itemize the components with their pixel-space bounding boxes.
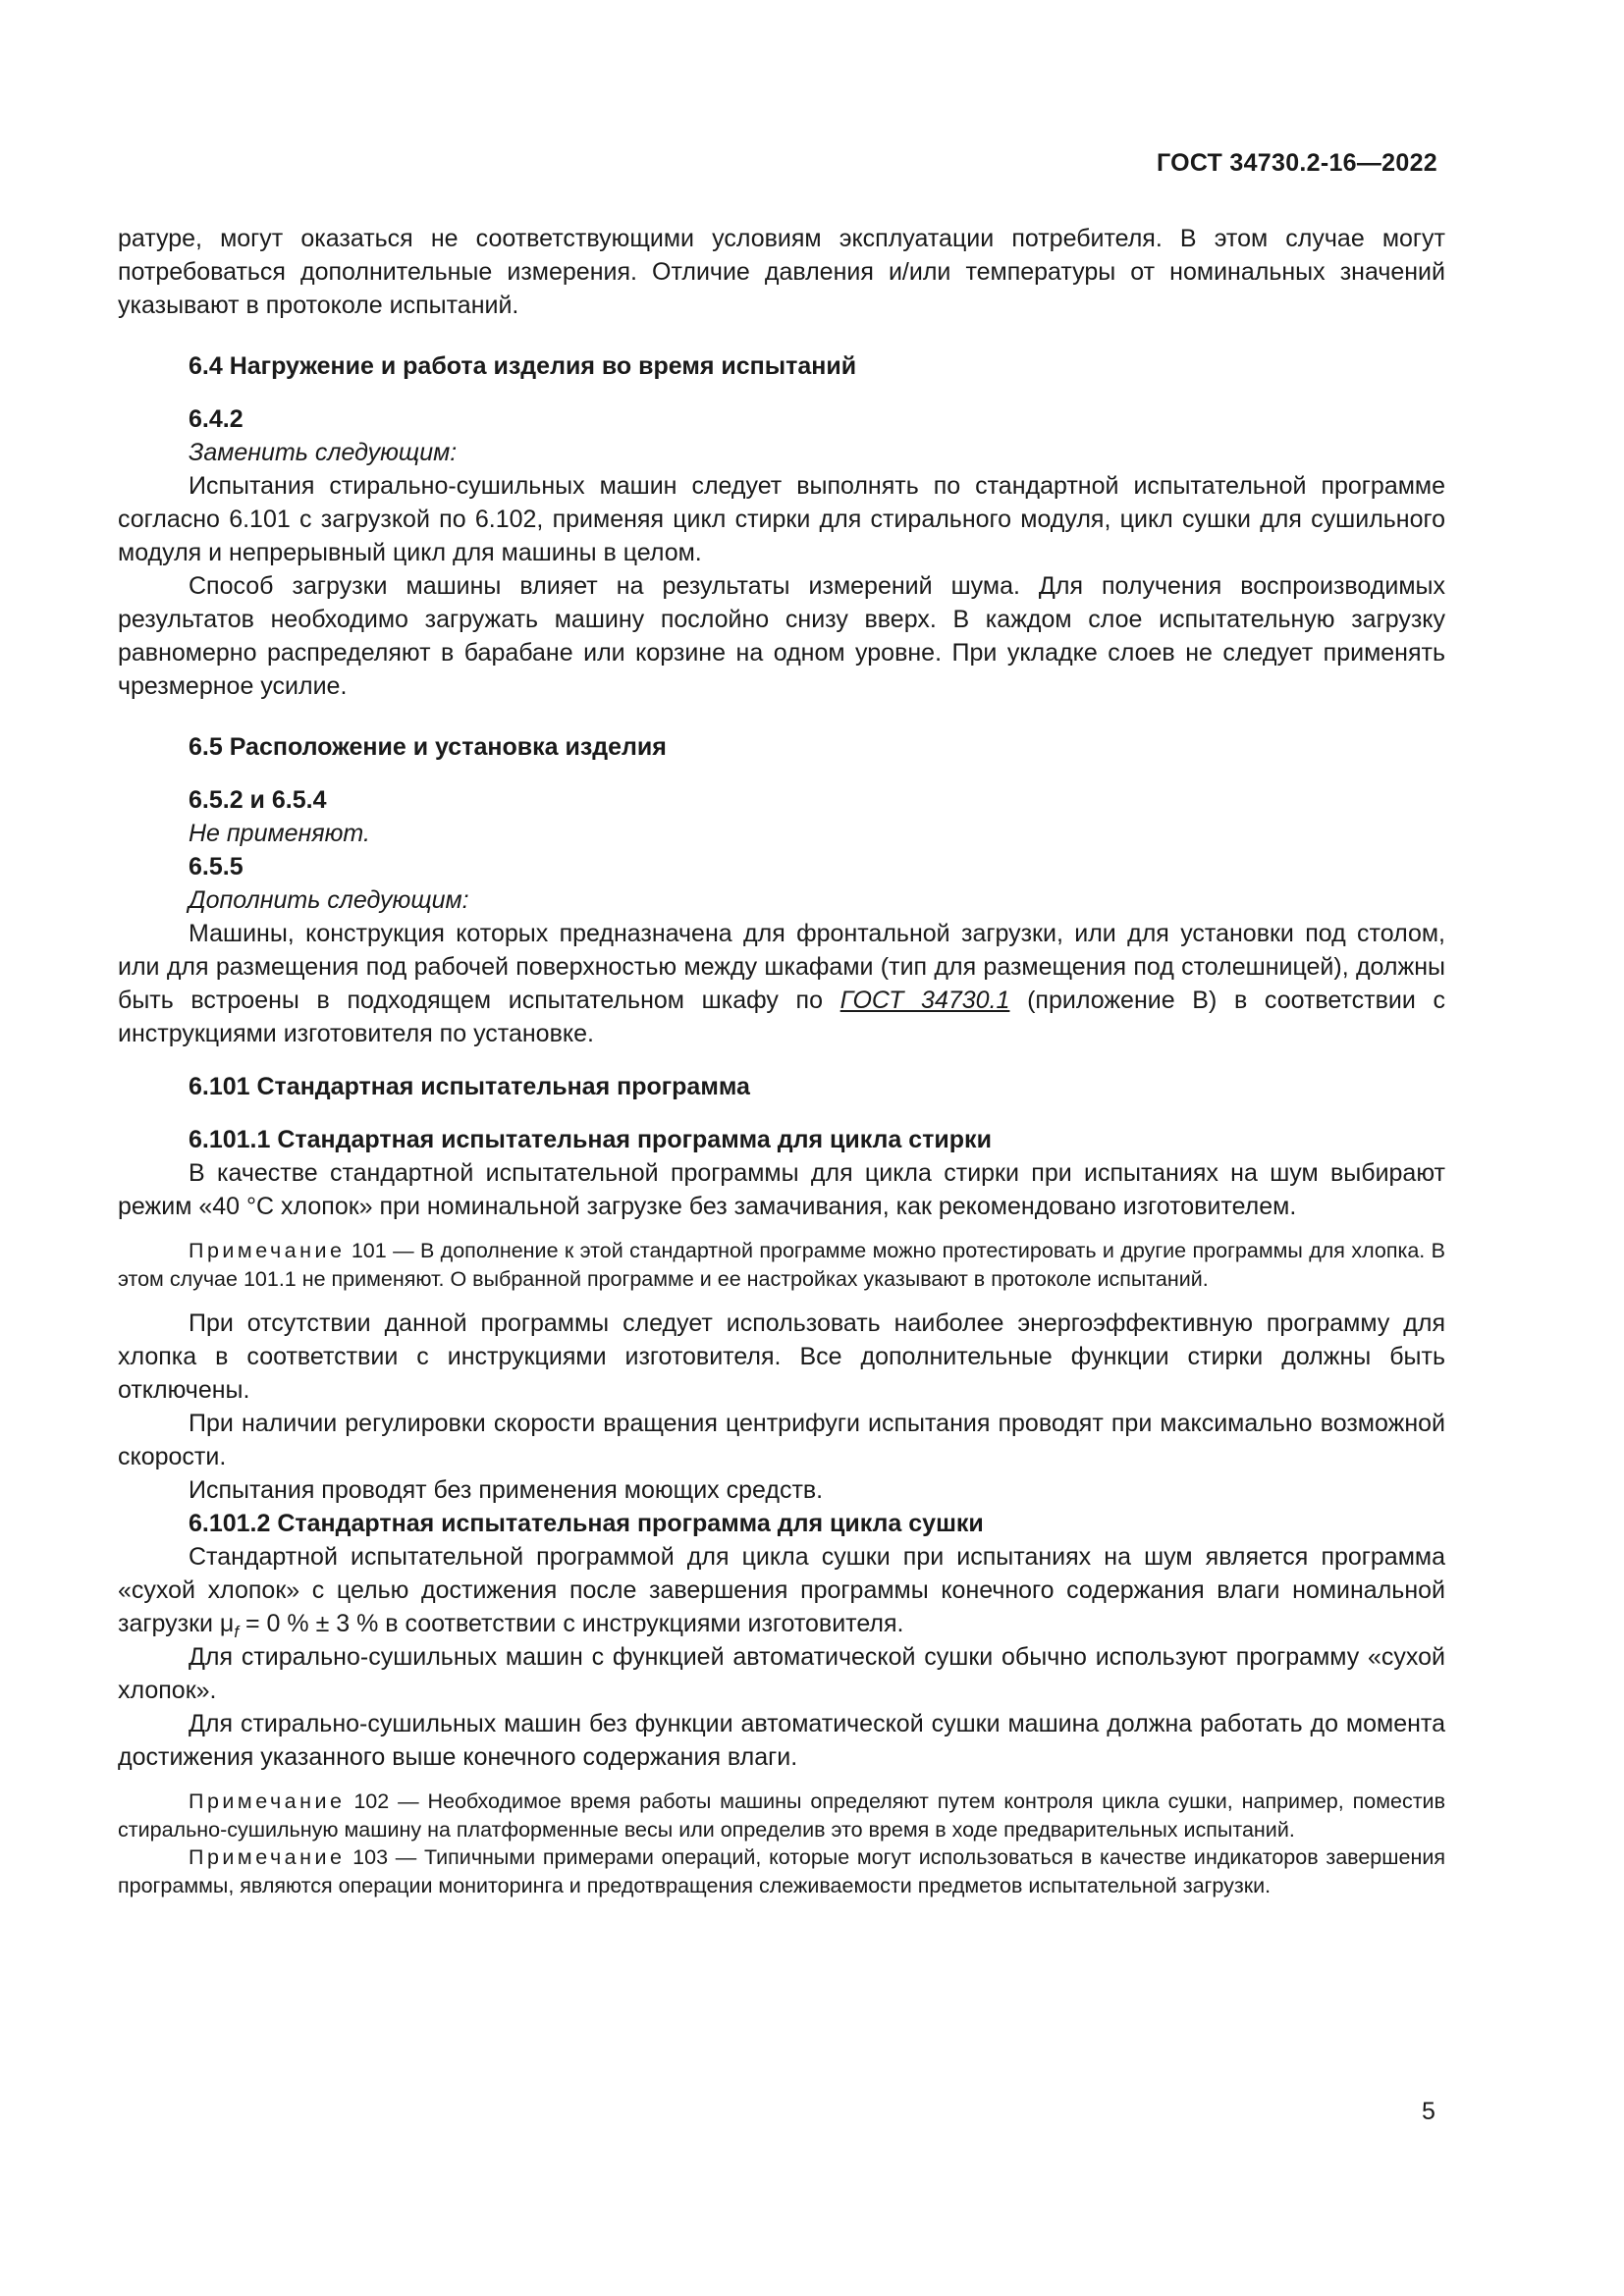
section-heading-6-101: 6.101 Стандартная испытательная программа [189, 1073, 750, 1100]
section-heading-6-4: 6.4 Нагружение и работа изделия во время испытаний [189, 352, 857, 380]
section-heading-6-5: 6.5 Расположение и установка изделия [189, 733, 667, 761]
instruction-supplement: Дополнить следующим: [189, 886, 469, 914]
clause-number-6-4-2: 6.4.2 [189, 405, 244, 433]
paragraph-spin-speed: При наличии регулировки скорости вращения центрифуги испытания проводят при максимально возможной скорости. [118, 1410, 1445, 1470]
note-103-text: 103 — Типичными примерами операций, которые могут использоваться в качестве индикаторов завершения программы, являются операции мониторинга и предотвращения слеживаемости предметов испытательной загрузки. [118, 1845, 1445, 1897]
paragraph-6-5-5-text: Машины, конструкция которых предназначена для фронтальной загрузки, или для установки под столом, или для размещения под рабочей поверхностью между шкафами (тип для размещения под столешницей), должны быть встроены в подходящем испытательном шкафу по [118, 920, 1445, 1014]
note-101 [118, 1237, 1445, 1293]
note-102-text: 102 — Необходимое время работы машины определяют путем контроля цикла сушки, например, поместив стирально-сушильную машину на платформенные весы или определив это время в ходе предварительных испытаний. [118, 1789, 1445, 1842]
paragraph-6-4-2-a: Испытания стирально-сушильных машин следует выполнять по стандартной испытательной программе согласно 6.101 с загрузкой по 6.102, применяя цикл стирки для стирального модуля, цикл сушки для сушильного модуля и непрерывный цикл для машины в целом. [118, 472, 1445, 566]
paragraph-6-101-2-text: Стандартной испытательной программой для цикла сушки при испытаниях на шум является программа «сухой хлопок» с целью достижения после завершения программы конечного содержания влаги номинальной загрузки μ [118, 1543, 1445, 1637]
note-label: Примечание [189, 1789, 346, 1813]
document-header-id: ГОСТ 34730.2-16—2022 [1156, 149, 1437, 177]
paragraph-auto-dry: Для стирально-сушильных машин с функцией автоматической сушки обычно используют программу «сухой хлопок». [118, 1643, 1445, 1704]
note-102 [118, 1788, 1445, 1843]
gost-reference-link[interactable]: ГОСТ 34730.1 [839, 987, 1010, 1014]
instruction-replace: Заменить следующим: [189, 439, 458, 466]
mu-subscript: f [234, 1623, 240, 1641]
paragraph-absent-program: При отсутствии данной программы следует использовать наиболее энергоэффективную программу для хлопка в соответствии с инструкциями изготовителя. Все дополнительные функции стирки должны быть отключены. [118, 1309, 1445, 1404]
paragraph-6-101-2-tail: = 0 % ± 3 % в соответствии с инструкциями изготовителя. [239, 1610, 904, 1637]
paragraph-6-5-5 [118, 917, 1445, 1050]
instruction-not-apply: Не применяют. [189, 820, 370, 847]
paragraph-no-auto-dry: Для стирально-сушильных машин без функции автоматической сушки машина должна работать до момента достижения указанного выше конечного содержания влаги. [118, 1710, 1445, 1771]
paragraph-6-4-2-b: Способ загрузки машины влияет на результаты измерений шума. Для получения воспроизводимых результатов необходимо загружать машину послойно снизу вверх. В каждом слое испытательную загрузку равномерно распределяют в барабане или корзине на одном уровне. При укладке слоев не следует применять чрезмерное усилие. [118, 572, 1445, 700]
note-label: Примечание [189, 1239, 346, 1262]
page-number: 5 [1422, 2098, 1435, 2125]
note-101-text: 101 — В дополнение к этой стандартной программе можно протестировать и другие программы для хлопка. В этом случае 101.1 не применяют. О выбранной программе и ее настройках указывают в протоколе испытаний. [118, 1239, 1445, 1291]
document-body [118, 222, 1445, 1899]
subsection-heading-6-101-2: 6.101.2 Стандартная испытательная программа для цикла сушки [189, 1510, 984, 1537]
subsection-heading-6-101-1: 6.101.1 Стандартная испытательная программа для цикла стирки [189, 1126, 992, 1153]
paragraph-6-101-2 [118, 1540, 1445, 1640]
continued-paragraph: ратуре, могут оказаться не соответствующими условиям эксплуатации потребителя. В этом случае могут потребоваться дополнительные измерения. Отличие давления и/или температуры от номинальных значений указывают в протоколе испытаний. [118, 225, 1445, 319]
paragraph-6-101-1: В качестве стандартной испытательной программы для цикла стирки при испытаниях на шум выбирают режим «40 °С хлопок» при номинальной загрузке без замачивания, как рекомендовано изготовителем. [118, 1159, 1445, 1220]
clause-number-6-5-2: 6.5.2 и 6.5.4 [189, 786, 327, 814]
paragraph-6-5-5-tail: (приложение В) в соответствии с инструкциями изготовителя по установке. [118, 987, 1445, 1047]
clause-number-6-5-5: 6.5.5 [189, 853, 244, 881]
note-103 [118, 1843, 1445, 1899]
paragraph-no-detergent: Испытания проводят без применения моющих средств. [189, 1476, 824, 1504]
note-label: Примечание [189, 1845, 346, 1869]
